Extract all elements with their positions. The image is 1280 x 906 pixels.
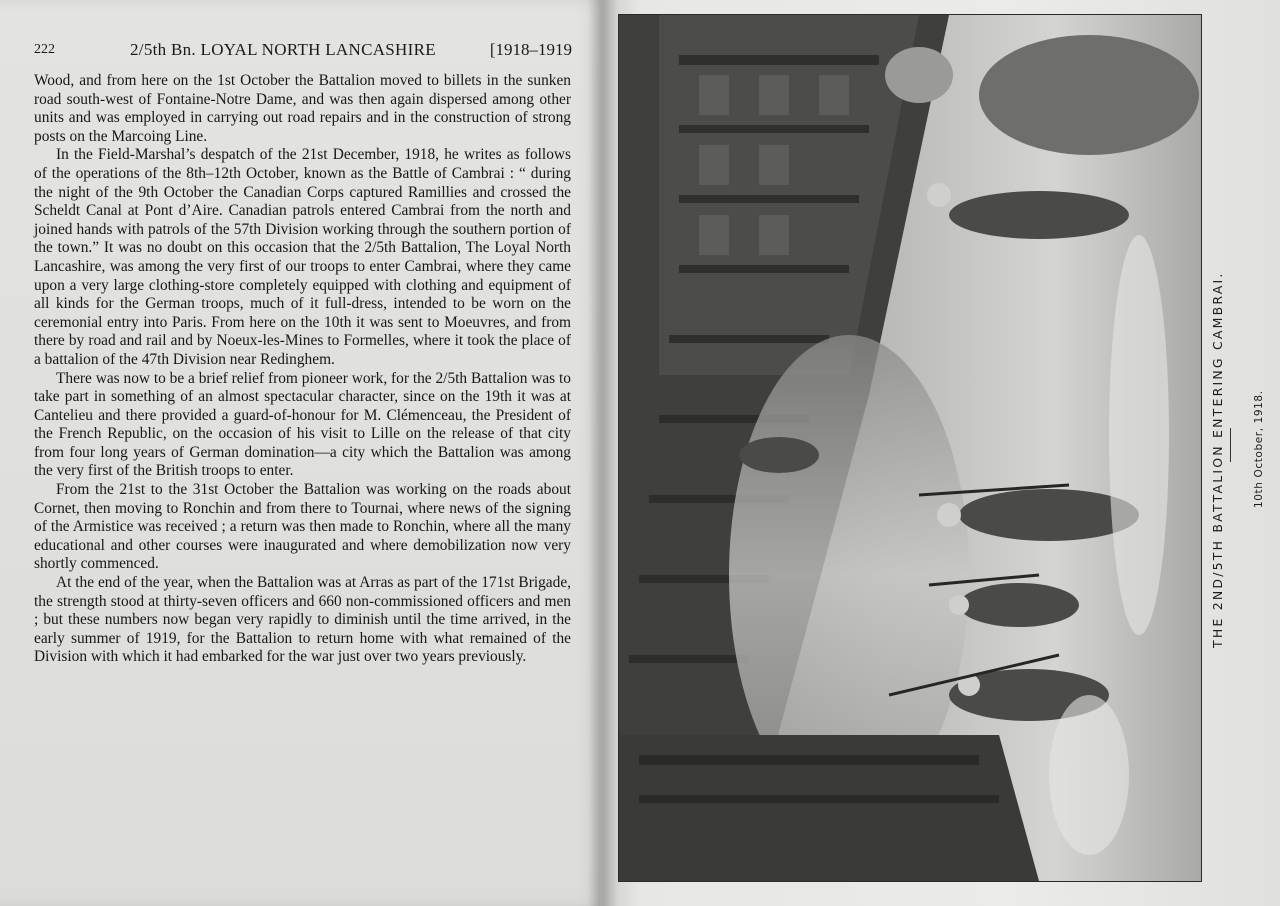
binding-shadow [588, 0, 618, 906]
photo-caption: THE 2ND/5TH BATTALION ENTERING CAMBRAI. [1210, 271, 1225, 648]
page-number: 222 [34, 42, 55, 57]
left-page [0, 0, 608, 906]
paragraph: From the 21st to the 31st October the Battalion was working on the roads about Cornet, then moving to Ronchin and from there to Tournai, where news of the signing of the Armistice was received ; a return was then made to Ronchin, where all the many educational and other courses were inaugurated and where demobilization now very shortly commenced. [34, 481, 571, 573]
running-years: [1918–1919 [489, 40, 572, 59]
show-through-texture [30, 760, 590, 870]
photo-date: 10th October, 1918. [1253, 390, 1265, 508]
paragraph: In the Field-Marshal’s despatch of the 21st December, 1918, he writes as follows of the operations of the 8th–12th October, known as the Battle of Cambrai : “ during the night of the 9th October the Canadian Corps captured Ramillies and crossed the Scheldt Canal at Pont d’Aire. Canadian patrols entered Cambrai from the north and joined hands with patrols of the 57th Division working through the southern portion of the town.” It was no doubt on this occasion that the 2/5th Battalion, The Loyal North Lancashire, was among the very first of our troops to enter Cambrai, where they came upon a very large clothing-store completely equipped with clothing and equipment of all kinds for the German troops, much of it full-dress, intended to be worn on the ceremonial entry into Paris. From here on the 10th it was sent to Moeuvres, and from there by road and rail and by Noeux-les-Mines to Formelles, where it took the place of a battalion of the 47th Division near Redinghem. [34, 146, 571, 368]
photograph-soldiers-entering-cambrai [618, 14, 1202, 882]
running-head [34, 40, 574, 64]
running-title: 2/5th Bn. LOYAL NORTH LANCASHIRE [130, 40, 436, 59]
paragraph: There was now to be a brief relief from pioneer work, for the 2/5th Battalion was to take part in something of an almost spectacular character, since on the 19th it was at Cantelieu and there provided a guard-of-honour for M. Clémenceau, the President of the French Republic, on the occasion of his visit to Lille on the release of that city from four long years of German domination—a city which the Battalion was among the very first of the British troops to enter. [34, 369, 571, 480]
body-text [34, 72, 571, 667]
photo-illustration [619, 15, 1201, 881]
paragraph: Wood, and from here on the 1st October the Battalion moved to billets in the sunken road south-west of Fontaine-Notre Dame, and was then again dispersed among other units and was employed in carrying out road repairs and in the construction of strong posts on the Marcoing Line. [34, 72, 571, 145]
caption-divider [1230, 428, 1231, 462]
paragraph: At the end of the year, when the Battalion was at Arras as part of the 171st Brigade, the strength stood at thirty-seven officers and 660 non-commissioned officers and men ; but these numbers now began very rapidly to diminish until the time arrived, in the early summer of 1919, for the Battalion to return home with what remained of the Division with which it had embarked for the war just over two years previously. [34, 574, 571, 666]
